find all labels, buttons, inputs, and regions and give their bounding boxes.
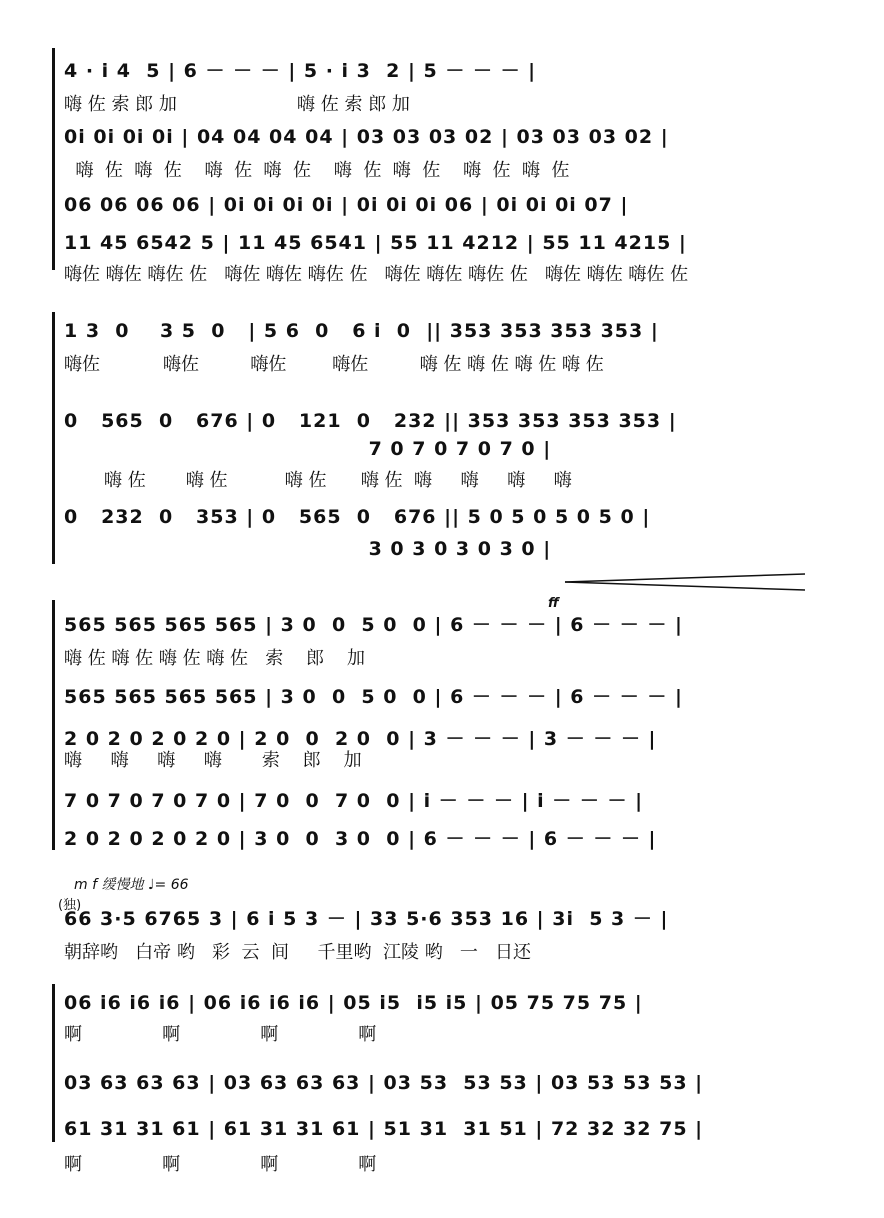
system-2-bracket xyxy=(52,312,55,564)
solo-marking: (独) xyxy=(58,898,82,913)
system-3-row-5: 2 0 2 0 2 0 2 0 | 3 0 0 3 0 0 | 6 － － － | 6 － － － | xyxy=(64,828,657,850)
crescendo-hairpin xyxy=(560,570,810,594)
system-4-lyric-2: 啊 啊 啊 啊 xyxy=(64,1024,377,1045)
system-2-lyric-1: 嗨佐 嗨佐 嗨佐 嗨佐 嗨 佐 嗨 佐 嗨 佐 嗨 佐 xyxy=(64,354,604,375)
system-1-row-2: 0i 0i 0i 0i | 04 04 04 04 | 03 03 03 02 | 03 03 03 02 | xyxy=(64,126,669,148)
system-1-lyric-1: 嗨 佐 索 郎 加 嗨 佐 索 郎 加 xyxy=(64,94,410,115)
system-4-row-4: 61 31 31 61 | 61 31 31 61 | 51 31 31 51 | 72 32 32 75 | xyxy=(64,1118,704,1140)
system-3-row-3: 2 0 2 0 2 0 2 0 | 2 0 0 2 0 0 | 3 － － － | 3 － － － | xyxy=(64,728,657,750)
system-1-lyric-2: 嗨 佐 嗨 佐 嗨 佐 嗨 佐 嗨 佐 嗨 佐 嗨 佐 嗨 佐 xyxy=(64,160,570,181)
system-1-row-4: 11 45 6542 5 | 11 45 6541 | 55 11 4212 | 55 11 4215 | xyxy=(64,232,687,254)
system-3-lyric-1: 嗨 佐 嗨 佐 嗨 佐 嗨 佐 索 郎 加 xyxy=(64,648,365,669)
system-4-lyric-3: 啊 啊 啊 啊 xyxy=(64,1154,377,1175)
system-3-row-2: 565 565 565 565 | 3 0 0 5 0 0 | 6 － － － | 6 － － － | xyxy=(64,686,683,708)
system-1-row-3: 06 06 06 06 | 0i 0i 0i 0i | 0i 0i 0i 06 | 0i 0i 0i 07 | xyxy=(64,194,629,216)
system-2-row-1: 1 3 0 3 5 0 | 5 6 0 6 i 0 || 353 353 353 353 | xyxy=(64,320,659,342)
system-3-row-4: 7 0 7 0 7 0 7 0 | 7 0 0 7 0 0 | i － － － | i － － － | xyxy=(64,790,644,812)
system-2-lyric-2: 嗨 佐 嗨 佐 嗨 佐 嗨 佐 嗨 嗨 嗨 嗨 xyxy=(64,470,572,491)
system-2-row-3: 7 0 7 0 7 0 7 0 | xyxy=(64,438,552,460)
system-4-bracket xyxy=(52,984,55,1142)
system-4-row-1: 66 3·5 6765 3 | 6 i 5 3 － | 33 5·6 353 16 | 3i 5 3 － | xyxy=(64,908,669,930)
system-1-lyric-3: 嗨佐 嗨佐 嗨佐 佐 嗨佐 嗨佐 嗨佐 佐 嗨佐 嗨佐 嗨佐 佐 嗨佐 嗨佐 嗨佐 佐 xyxy=(64,264,689,285)
system-4-row-2: 06 i6 i6 i6 | 06 i6 i6 i6 | 05 i5 i5 i5 | 05 75 75 75 | xyxy=(64,992,643,1014)
system-3-row-1: 565 565 565 565 | 3 0 0 5 0 0 | 6 － － － | 6 － － － | xyxy=(64,614,683,636)
system-1-bracket xyxy=(52,48,55,270)
system-2-row-4: 0 232 0 353 | 0 565 0 676 || 5 0 5 0 5 0 5 0 | xyxy=(64,506,651,528)
system-2-row-2: 0 565 0 676 | 0 121 0 232 || 353 353 353 353 | xyxy=(64,410,677,432)
tempo-marking: m f 缓慢地 ♩= 66 xyxy=(74,877,189,893)
system-4-lyric-1: 朝辞哟 白帝 哟 彩 云 间 千里哟 江陵 哟 一 日还 xyxy=(64,942,532,963)
system-2-row-5: 3 0 3 0 3 0 3 0 | xyxy=(64,538,552,560)
system-1-row-1: 4 · i 4 5 | 6 － － － | 5 · i 3 2 | 5 － － － | xyxy=(64,60,537,82)
system-4-row-3: 03 63 63 63 | 03 63 63 63 | 03 53 53 53 | 03 53 53 53 | xyxy=(64,1072,704,1094)
system-3-lyric-2: 嗨 嗨 嗨 嗨 索 郎 加 xyxy=(64,750,362,771)
dynamic-marking: ff xyxy=(548,596,559,611)
system-3-bracket xyxy=(52,600,55,850)
